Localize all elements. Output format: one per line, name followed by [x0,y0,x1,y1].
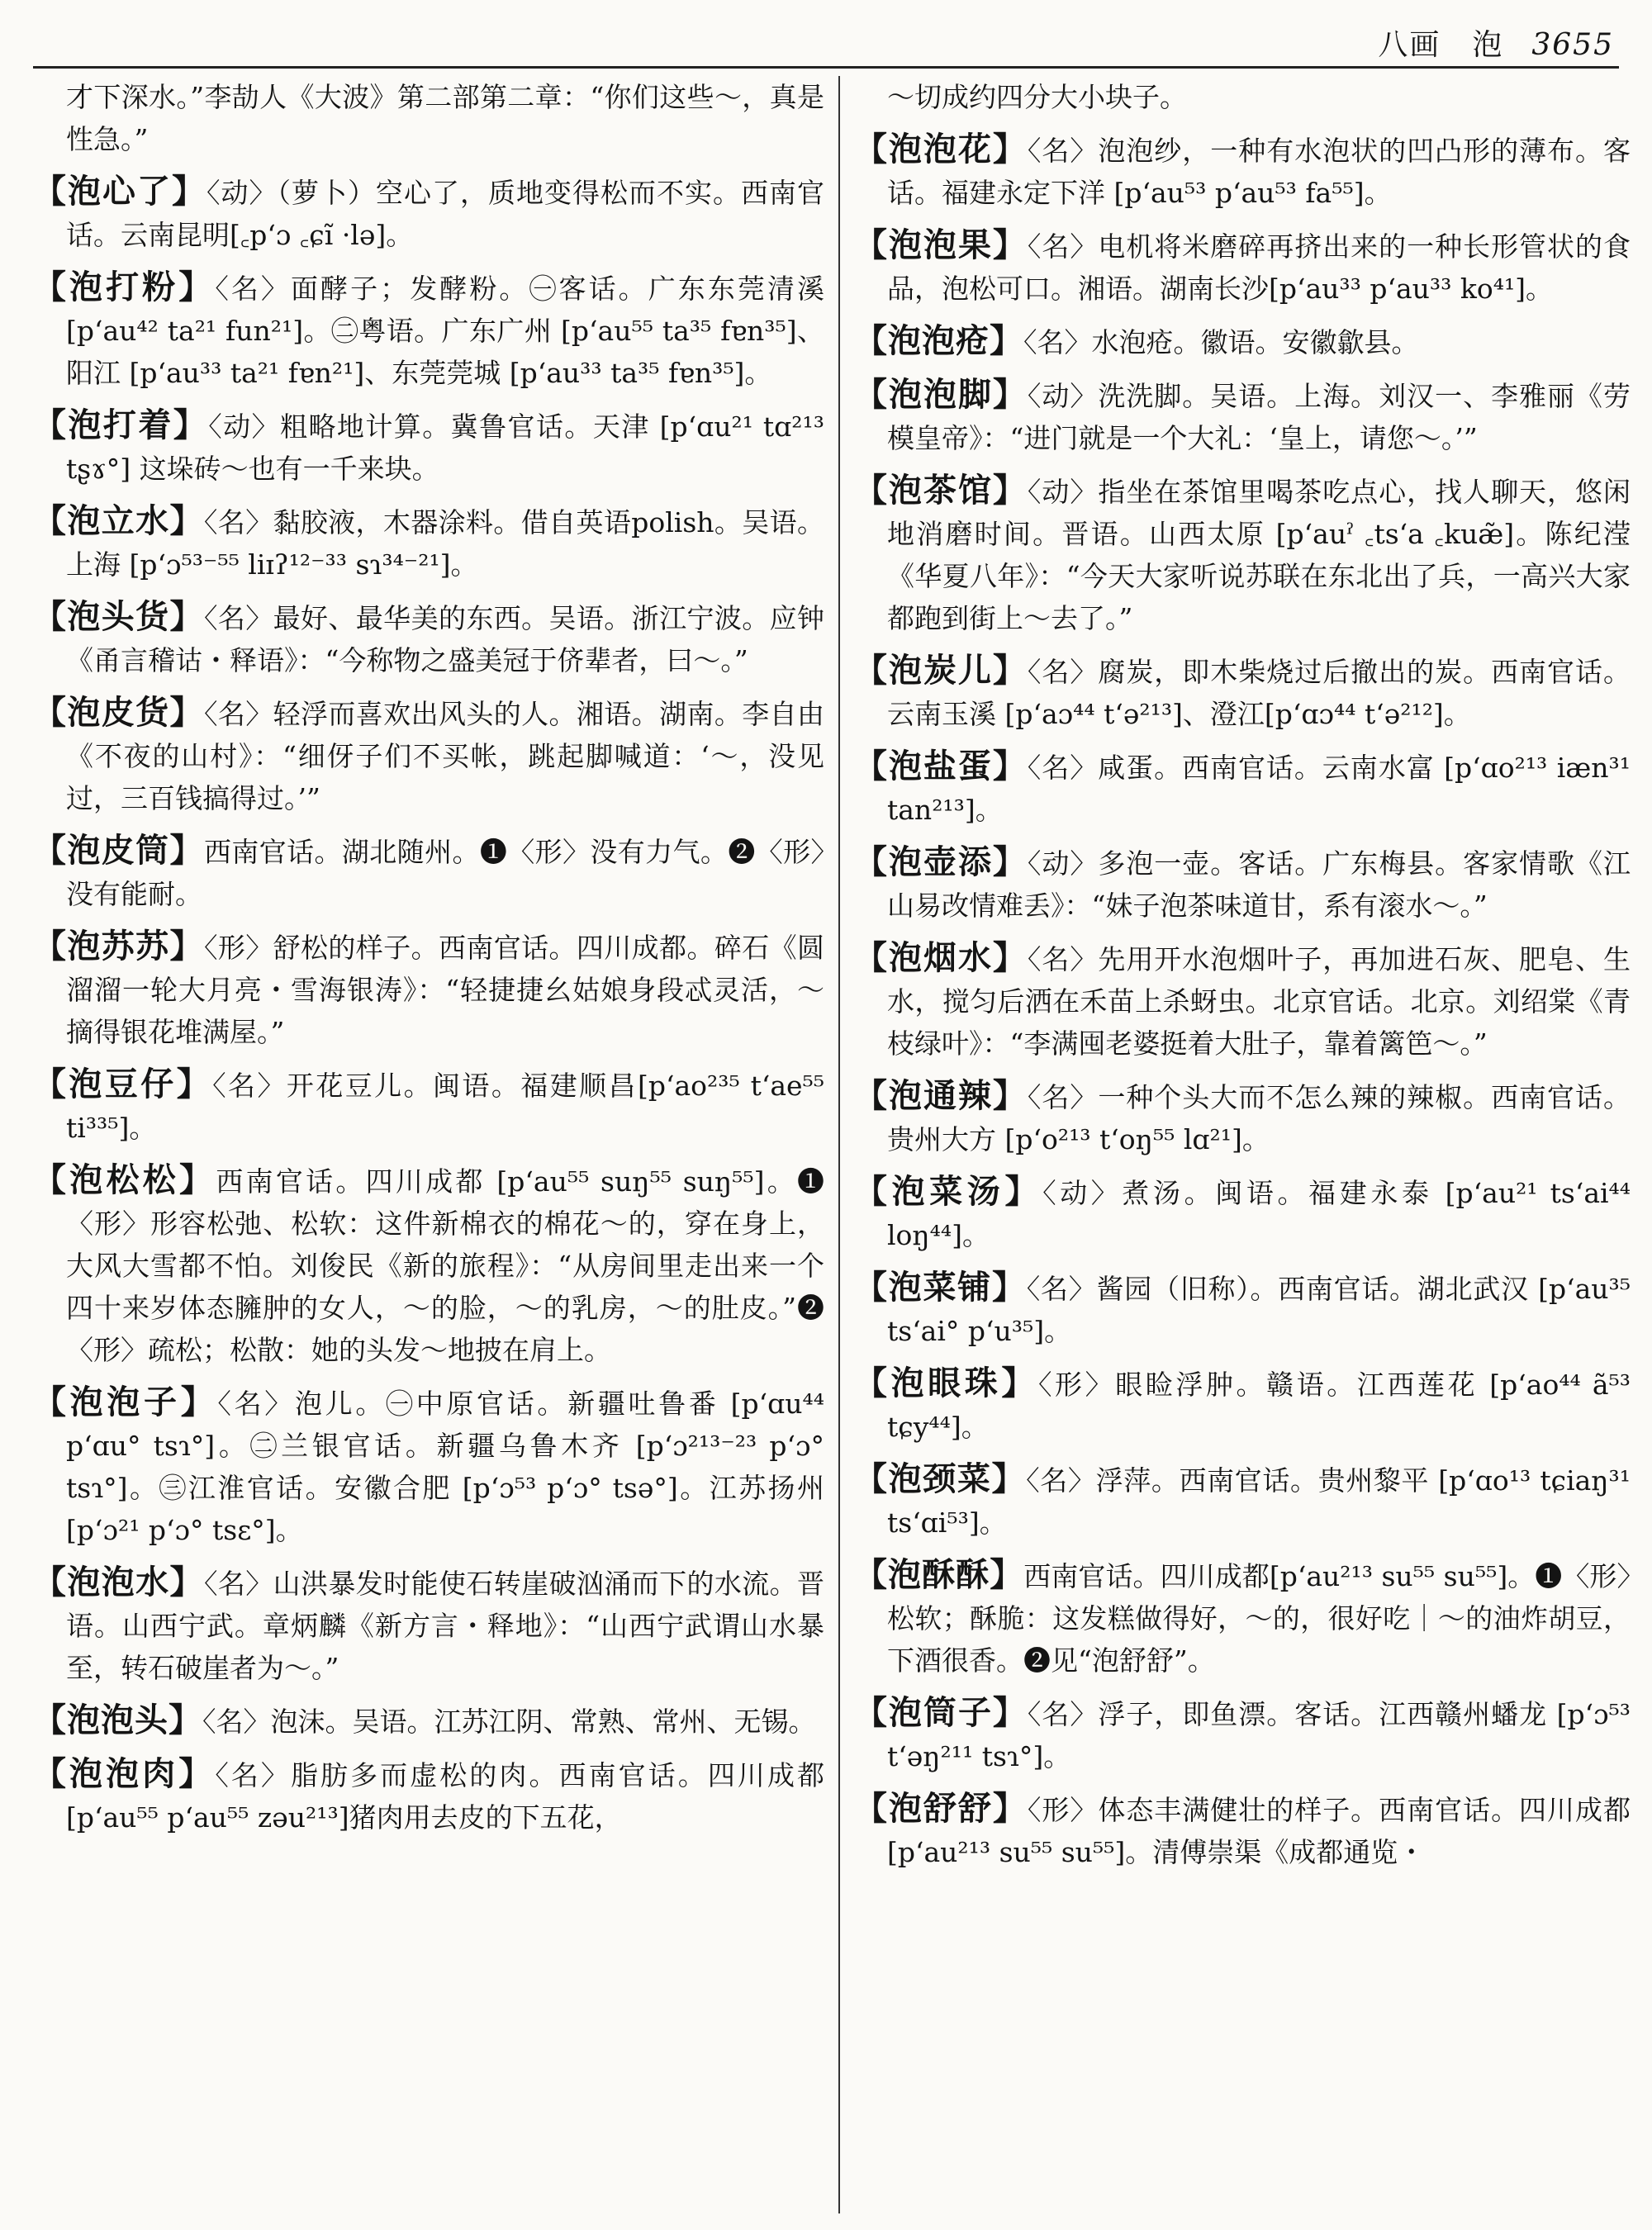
entry-definition: 〈形〉眼睑浮肿。赣语。江西莲花 [pʻao⁴⁴ ã⁵³ tɕy⁴⁴]。 [887,1369,1631,1443]
entry-definition: 西南官话。四川成都[pʻau²¹³ su⁵⁵ su⁵⁵]。❶〈形〉松软；酥脆：这发糕做得好，～的，很好吃｜～的油炸胡豆，下酒很香。❷见“泡舒舒”。 [887,1560,1631,1677]
entry-headword: 【泡松松】 [33,1160,216,1199]
entry-headword: 【泡盐蛋】 [854,747,1028,785]
entry-definition: 西南官话。湖北随州。❶〈形〉没有力气。❷〈形〉没有能耐。 [66,836,825,910]
entry-headword: 【泡泡子】 [33,1383,218,1421]
entry-headword: 【泡通辣】 [854,1076,1028,1115]
entry-headword: 【泡头货】 [33,597,204,636]
entry-definition: 才下深水。”李劼人《大波》第二部第二章：“你们这些～，真是性急。” [66,81,824,155]
dictionary-entry [33,170,824,256]
entry-definition: 〈名〉泡儿。㊀中原官话。新疆吐鲁番 [pʻɑu⁴⁴ pʻɑu° tsɿ°]。㊁兰银官话。新疆乌鲁木齐 [pʻɔ²¹³⁻²³ pʻɔ° tsɿ°]。㊂江淮官话。安徽合肥 [pʻɔ⁵³ pʻɔ° tsə°]。江苏扬州 [pʻɔ²¹ pʻɔ° tsɛ°]。 [66,1388,825,1546]
page-number: 3655 [1531,28,1614,62]
entry-definition: 〈名〉先用开水泡烟叶子，再加进石灰、肥皂、生水，搅匀后洒在禾苗上杀蚜虫。北京官话。北京。刘绍棠《青枝绿叶》：“李满囤老婆挺着大肚子，靠着篱笆～。” [887,943,1631,1060]
dictionary-entry [854,1266,1631,1352]
entry-headword: 【泡泡疮】 [854,321,1023,360]
dictionary-entry [33,595,824,681]
dictionary-entry [33,829,824,915]
dictionary-entry [33,691,824,819]
entry-definition: 〈名〉轻浮而喜欢出风头的人。湘语。湖南。李自由《不夜的山村》：“细伢子们不买帐，跳起脚喊道：‘～，没见过，三百钱搞得过。’” [66,698,825,814]
entry-definition: 〈动〉（萝卜）空心了，质地变得松而不实。西南官话。云南昆明[꜀pʻɔ ꜀ɕĩ ·lə]。 [66,177,824,251]
entry-definition: 〈名〉泡沫。吴语。江苏江阴、常熟、常州、无锡。 [202,1706,816,1738]
page-header [33,15,1619,69]
entry-definition: 〈动〉多泡一壶。客话。广东梅县。客家情歌《江山易改情难丢》：“妹子泡茶味道甘，系有滚水～。” [887,847,1631,922]
entry-headword: 【泡打粉】 [33,268,216,306]
entry-definition: 〈名〉腐炭，即木柴烧过后撤出的炭。西南官话。云南玉溪 [pʻaɔ⁴⁴ tʻə²¹³]、澄江[pʻɑɔ⁴⁴ tʻə²¹²]。 [887,656,1631,730]
dictionary-entry [854,469,1631,639]
entry-headword: 【泡舒舒】 [854,1789,1028,1828]
entry-definition: 〈名〉黏胶液，木器涂料。借自英语polish。吴语。上海 [pʻɔ⁵³⁻⁵⁵ liɪʔ¹²⁻³³ sɿ³⁴⁻²¹]。 [66,506,824,581]
entry-headword: 【泡菜铺】 [854,1268,1027,1307]
entry-definition: 〈动〉洗洗脚。吴语。上海。刘汉一、李雅丽《劳模皇帝》：“进门就是一个大礼：‘皇上，请您～。’” [887,380,1631,454]
entry-definition: 〈名〉咸蛋。西南官话。云南水富 [pʻɑo²¹³ iæn³¹ tan²¹³]。 [887,752,1631,826]
entry-definition: 〈名〉浮萍。西南官话。贵州黎平 [pʻɑo¹³ tɕiaŋ³¹ tsʻɑi⁵³]。 [887,1464,1631,1539]
entry-headword: 【泡打着】 [33,406,209,444]
dictionary-entry [854,1554,1631,1682]
entry-headword: 【泡泡花】 [854,130,1028,168]
entry-continuation [33,76,824,160]
running-head [1378,21,1614,64]
dictionary-entry [33,1159,824,1371]
entry-headword: 【泡颈菜】 [854,1459,1027,1498]
entry-continuation [854,76,1631,118]
dictionary-entry [854,1691,1631,1777]
section-title: 八画 泡 [1378,28,1504,62]
entry-headword: 【泡心了】 [33,172,206,211]
dictionary-entry [854,745,1631,831]
dictionary-entry [854,1362,1631,1448]
dictionary-entry [854,1075,1631,1160]
entry-headword: 【泡茶馆】 [854,471,1028,510]
entry-definition: 〈形〉体态丰满健壮的样子。西南官话。四川成都 [pʻau²¹³ su⁵⁵ su⁵⁵]。清傅崇渠《成都通览・ [887,1794,1631,1868]
entry-definition: 〈名〉泡泡纱，一种有水泡状的凹凸形的薄布。客话。福建永定下洋 [pʻau⁵³ pʻau⁵³ fa⁵⁵]。 [887,135,1631,209]
entry-headword: 【泡壶添】 [854,842,1028,881]
entry-definition: 〈名〉脂肪多而虚松的肉。西南官话。四川成都 [pʻau⁵⁵ pʻau⁵⁵ zəu²¹³]猪肉用去皮的下五花， [66,1759,825,1834]
dictionary-entry [33,404,824,490]
entry-definition: 〈名〉开花豆儿。闽语。福建顺昌[pʻao²³⁵ tʻae⁵⁵ ti³³⁵]。 [66,1070,825,1144]
entry-definition: ～切成约四分大小块子。 [887,81,1187,113]
entry-headword: 【泡炭儿】 [854,651,1028,690]
entry-headword: 【泡筒子】 [854,1693,1028,1732]
entry-headword: 【泡皮货】 [33,693,204,732]
entry-headword: 【泡苏苏】 [33,927,204,966]
entry-headword: 【泡菜汤】 [854,1172,1043,1211]
dictionary-entry [854,373,1631,459]
entry-definition: 〈名〉面酵子；发酵粉。㊀客话。广东东莞清溪[pʻau⁴² ta²¹ fun²¹]。㊁粤语。广东广州 [pʻau⁵⁵ ta³⁵ fɐn³⁵]、阳江 [pʻau³³ ta²¹ fɐn²¹]、东莞莞城 [pʻau³³ ta³⁵ fɐn³⁵]。 [66,273,825,389]
column-divider [838,76,840,2213]
entry-headword: 【泡豆仔】 [33,1065,213,1103]
entry-headword: 【泡立水】 [33,501,204,540]
dictionary-entry [854,649,1631,735]
entry-definition: 〈形〉舒松的样子。西南官话。四川成都。碎石《圆溜溜一轮大月亮・雪海银涛》：“轻捷捷幺姑娘身段忒灵活，～摘得银花堆满屋。” [66,932,825,1048]
right-column [854,76,1631,2213]
dictionary-entry [33,1561,824,1689]
dictionary-entry [33,500,824,586]
dictionary-entry [33,1381,824,1551]
entry-definition: 西南官话。四川成都 [pʻau⁵⁵ suŋ⁵⁵ suŋ⁵⁵]。❶〈形〉形容松弛、松软：这件新棉衣的棉花～的，穿在身上，大风大雪都不怕。刘俊民《新的旅程》：“从房间里走出来一个四十来岁体态臃肿的女人，～的脸，～的乳房，～的肚皮。”❷〈形〉疏松；松散：她的头发～地披在肩上。 [66,1165,824,1366]
entry-headword: 【泡烟水】 [854,938,1028,977]
dictionary-entry [33,1699,824,1743]
entry-headword: 【泡眼珠】 [854,1364,1038,1402]
entry-definition: 〈名〉电机将米磨碎再挤出来的一种长形管状的食品，泡松可口。湘语。湖南长沙[pʻau³³ pʻau³³ ko⁴¹]。 [887,230,1631,305]
dictionary-entry [854,128,1631,214]
dictionary-entry [854,1170,1631,1256]
dictionary-entry [854,1458,1631,1544]
entry-definition: 〈名〉酱园（旧称）。西南官话。湖北武汉 [pʻau³⁵ tsʻai° pʻu³⁵]。 [887,1273,1631,1347]
dictionary-entry [854,320,1631,363]
entry-definition: 〈名〉一种个头大而不怎么辣的辣椒。西南官话。贵州大方 [pʻo²¹³ tʻoŋ⁵⁵ lɑ²¹]。 [887,1081,1631,1155]
entry-headword: 【泡泡脚】 [854,375,1028,414]
dictionary-entry [854,1787,1631,1873]
entry-definition: 〈名〉浮子，即鱼漂。客话。江西赣州蟠龙 [pʻɔ⁵³ tʻəŋ²¹¹ tsɿ°]。 [887,1698,1631,1772]
dictionary-entry [854,841,1631,927]
entry-headword: 【泡泡果】 [854,225,1028,264]
entry-definition: 〈动〉煮汤。闽语。福建永泰 [pʻau²¹ tsʻai⁴⁴ loŋ⁴⁴]。 [887,1177,1631,1251]
dictionary-entry [33,1063,824,1149]
entry-definition: 〈动〉粗略地计算。冀鲁官话。天津 [pʻɑu²¹ tɑ²¹³ tʂɤ°] 这垛砖～也有一千来块。 [66,410,824,485]
entry-definition: 〈名〉最好、最华美的东西。吴语。浙江宁波。应钟《甬言稽诂・释语》：“今称物之盛美冠于侪辈者，曰～。” [66,602,825,676]
dictionary-entry [33,925,824,1053]
entry-definition: 〈动〉指坐在茶馆里喝茶吃点心，找人聊天，悠闲地消磨时间。晋语。山西太原 [pʻauˀ ꜀tsʻa ꜀kuæ̃]。陈纪滢《华夏八年》：“今天大家听说苏联在东北出了兵，一高兴大家都跑到街上～去了。” [887,476,1631,634]
dictionary-entry [33,266,824,394]
dictionary-entry [854,937,1631,1065]
entry-headword: 【泡泡头】 [33,1701,202,1739]
entry-headword: 【泡泡肉】 [33,1754,216,1793]
entry-headword: 【泡酥酥】 [854,1555,1024,1594]
left-column [33,76,824,2213]
entry-definition: 〈名〉山洪暴发时能使石转崖破汹涌而下的水流。晋语。山西宁武。章炳麟《新方言・释地》：“山西宁武谓山水暴至，转石破崖者为～。” [66,1568,825,1684]
dictionary-entry [33,1753,824,1839]
dictionary-entry [854,224,1631,310]
entry-headword: 【泡泡水】 [33,1563,204,1601]
entry-headword: 【泡皮筒】 [33,831,204,870]
entry-definition: 〈名〉水泡疮。徽语。安徽歙县。 [1023,326,1419,358]
